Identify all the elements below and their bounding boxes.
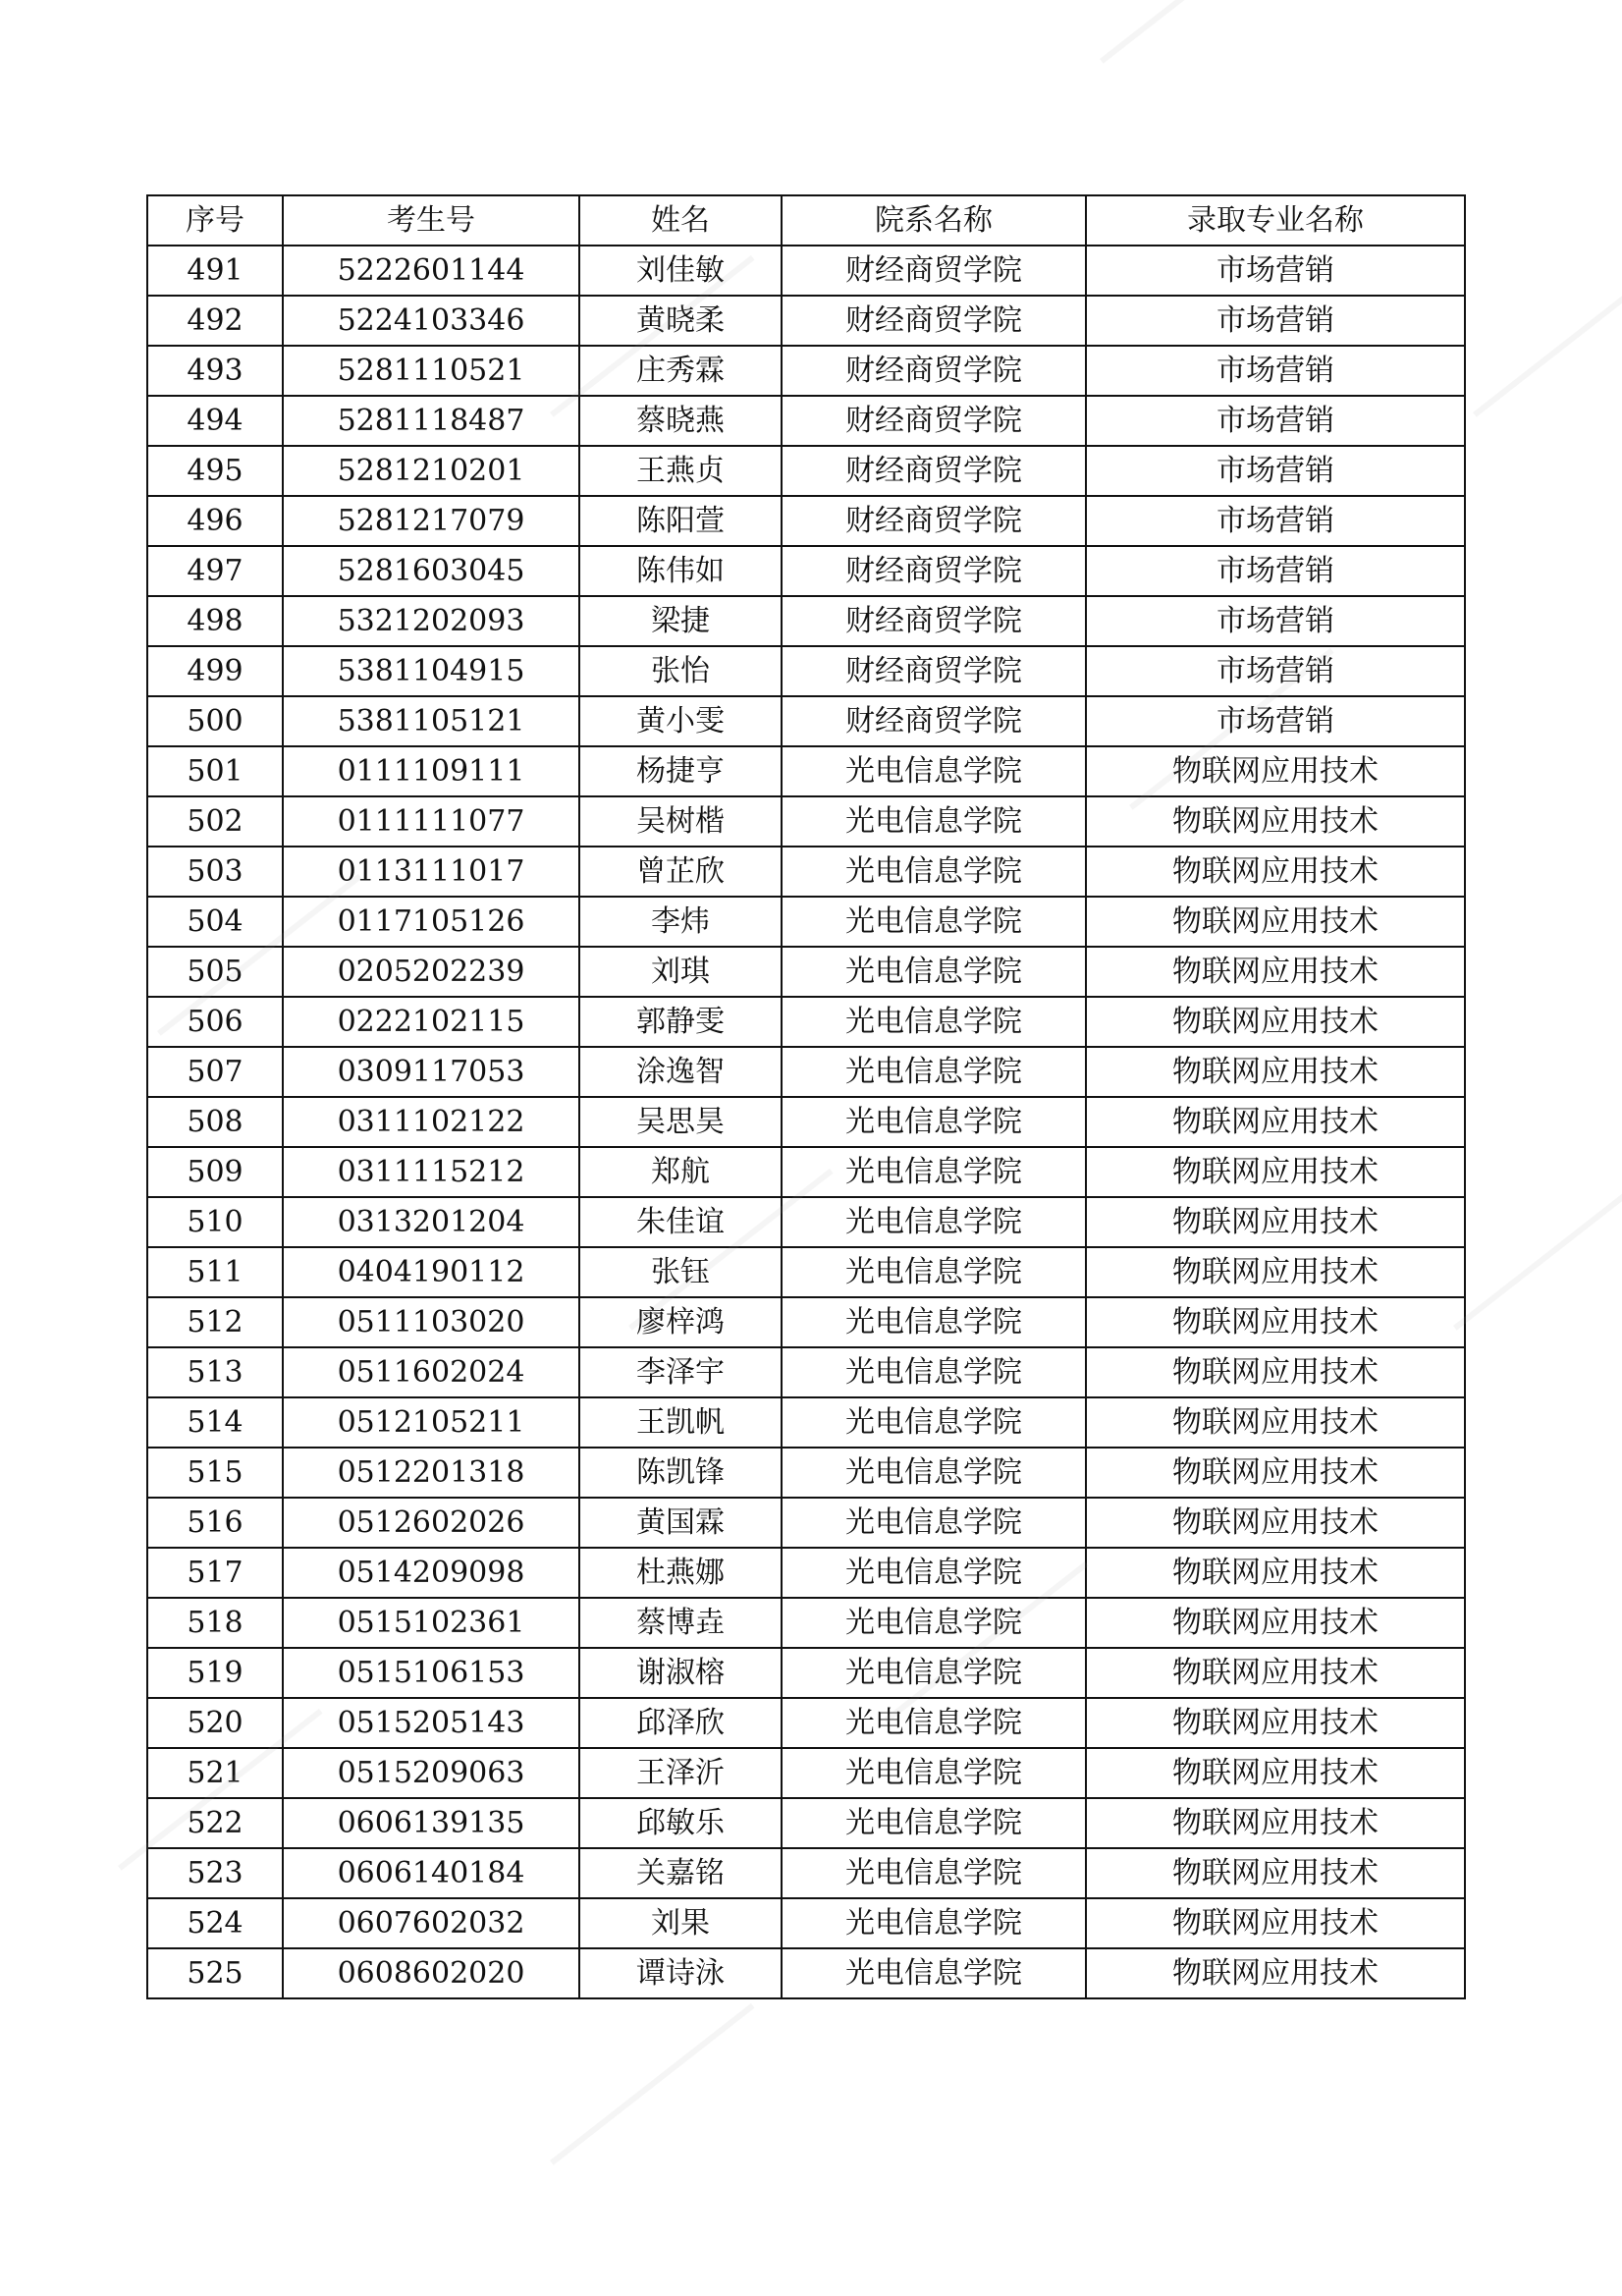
cell-candidate-id: 5381104915 xyxy=(283,646,579,696)
table-row xyxy=(147,1648,1465,1698)
table-row xyxy=(147,696,1465,746)
cell-candidate-id: 0512105211 xyxy=(283,1397,579,1448)
cell-major: 市场营销 xyxy=(1086,646,1465,696)
cell-department: 财经商贸学院 xyxy=(782,346,1086,396)
table-row xyxy=(147,947,1465,997)
table-row xyxy=(147,1347,1465,1397)
table-row xyxy=(147,646,1465,696)
cell-major: 物联网应用技术 xyxy=(1086,1748,1465,1798)
cell-name: 涂逸智 xyxy=(579,1047,782,1097)
cell-serial-number: 503 xyxy=(147,847,283,897)
cell-major: 市场营销 xyxy=(1086,346,1465,396)
header-serial-number: 序号 xyxy=(147,195,283,246)
cell-name: 李炜 xyxy=(579,897,782,947)
admission-table xyxy=(146,194,1466,1999)
header-major: 录取专业名称 xyxy=(1086,195,1465,246)
table-row xyxy=(147,1397,1465,1448)
cell-major: 物联网应用技术 xyxy=(1086,1448,1465,1498)
cell-department: 财经商贸学院 xyxy=(782,446,1086,496)
cell-major: 物联网应用技术 xyxy=(1086,1047,1465,1097)
cell-serial-number: 519 xyxy=(147,1648,283,1698)
cell-serial-number: 504 xyxy=(147,897,283,947)
header-candidate-id: 考生号 xyxy=(283,195,579,246)
cell-major: 市场营销 xyxy=(1086,396,1465,446)
table-row xyxy=(147,1047,1465,1097)
cell-serial-number: 523 xyxy=(147,1848,283,1898)
cell-serial-number: 522 xyxy=(147,1798,283,1848)
cell-department: 财经商贸学院 xyxy=(782,496,1086,546)
cell-department: 光电信息学院 xyxy=(782,1598,1086,1648)
cell-department: 光电信息学院 xyxy=(782,997,1086,1047)
cell-major: 物联网应用技术 xyxy=(1086,1097,1465,1147)
cell-name: 杨捷亨 xyxy=(579,746,782,796)
cell-candidate-id: 0309117053 xyxy=(283,1047,579,1097)
cell-name: 关嘉铭 xyxy=(579,1848,782,1898)
cell-candidate-id: 0311115212 xyxy=(283,1147,579,1197)
cell-major: 物联网应用技术 xyxy=(1086,1247,1465,1297)
table-row xyxy=(147,1548,1465,1598)
cell-serial-number: 521 xyxy=(147,1748,283,1798)
cell-serial-number: 496 xyxy=(147,496,283,546)
cell-serial-number: 513 xyxy=(147,1347,283,1397)
cell-department: 光电信息学院 xyxy=(782,796,1086,847)
cell-candidate-id: 0404190112 xyxy=(283,1247,579,1297)
cell-name: 张钰 xyxy=(579,1247,782,1297)
cell-major: 物联网应用技术 xyxy=(1086,1698,1465,1748)
cell-candidate-id: 0222102115 xyxy=(283,997,579,1047)
cell-name: 郭静雯 xyxy=(579,997,782,1047)
cell-name: 谭诗泳 xyxy=(579,1948,782,1998)
cell-candidate-id: 5281110521 xyxy=(283,346,579,396)
cell-serial-number: 518 xyxy=(147,1598,283,1648)
table-row xyxy=(147,346,1465,396)
cell-candidate-id: 0515106153 xyxy=(283,1648,579,1698)
cell-serial-number: 501 xyxy=(147,746,283,796)
cell-name: 朱佳谊 xyxy=(579,1197,782,1247)
cell-department: 光电信息学院 xyxy=(782,1097,1086,1147)
cell-serial-number: 511 xyxy=(147,1247,283,1297)
cell-department: 光电信息学院 xyxy=(782,947,1086,997)
cell-major: 物联网应用技术 xyxy=(1086,1147,1465,1197)
cell-serial-number: 508 xyxy=(147,1097,283,1147)
cell-serial-number: 506 xyxy=(147,997,283,1047)
table-body xyxy=(147,246,1465,1998)
cell-name: 陈伟如 xyxy=(579,546,782,596)
cell-serial-number: 507 xyxy=(147,1047,283,1097)
cell-department: 财经商贸学院 xyxy=(782,546,1086,596)
watermark-mark xyxy=(1473,255,1622,417)
table-row xyxy=(147,1898,1465,1948)
cell-department: 光电信息学院 xyxy=(782,1548,1086,1598)
cell-candidate-id: 0205202239 xyxy=(283,947,579,997)
cell-department: 光电信息学院 xyxy=(782,847,1086,897)
cell-candidate-id: 0606139135 xyxy=(283,1798,579,1848)
cell-serial-number: 498 xyxy=(147,596,283,646)
cell-serial-number: 502 xyxy=(147,796,283,847)
cell-serial-number: 525 xyxy=(147,1948,283,1998)
cell-serial-number: 495 xyxy=(147,446,283,496)
cell-candidate-id: 5281210201 xyxy=(283,446,579,496)
cell-serial-number: 493 xyxy=(147,346,283,396)
cell-major: 物联网应用技术 xyxy=(1086,997,1465,1047)
cell-candidate-id: 5224103346 xyxy=(283,296,579,346)
cell-department: 财经商贸学院 xyxy=(782,696,1086,746)
cell-candidate-id: 0512201318 xyxy=(283,1448,579,1498)
table-row xyxy=(147,796,1465,847)
cell-serial-number: 510 xyxy=(147,1197,283,1247)
table-row xyxy=(147,1147,1465,1197)
cell-department: 光电信息学院 xyxy=(782,1297,1086,1347)
cell-candidate-id: 0111111077 xyxy=(283,796,579,847)
cell-name: 张怡 xyxy=(579,646,782,696)
cell-serial-number: 494 xyxy=(147,396,283,446)
cell-name: 邱敏乐 xyxy=(579,1798,782,1848)
cell-major: 市场营销 xyxy=(1086,596,1465,646)
cell-name: 蔡博垚 xyxy=(579,1598,782,1648)
cell-department: 光电信息学院 xyxy=(782,1798,1086,1848)
cell-name: 吴树楷 xyxy=(579,796,782,847)
cell-major: 市场营销 xyxy=(1086,696,1465,746)
cell-name: 黄晓柔 xyxy=(579,296,782,346)
cell-major: 市场营销 xyxy=(1086,496,1465,546)
table-row xyxy=(147,546,1465,596)
cell-candidate-id: 5281118487 xyxy=(283,396,579,446)
cell-major: 物联网应用技术 xyxy=(1086,1498,1465,1548)
table-header-row xyxy=(147,195,1465,246)
cell-department: 光电信息学院 xyxy=(782,1698,1086,1748)
table-row xyxy=(147,1798,1465,1848)
table-row xyxy=(147,1598,1465,1648)
table-row xyxy=(147,496,1465,546)
cell-serial-number: 509 xyxy=(147,1147,283,1197)
cell-major: 市场营销 xyxy=(1086,546,1465,596)
cell-name: 蔡晓燕 xyxy=(579,396,782,446)
cell-department: 光电信息学院 xyxy=(782,897,1086,947)
cell-major: 物联网应用技术 xyxy=(1086,1648,1465,1698)
cell-candidate-id: 5281603045 xyxy=(283,546,579,596)
table-row xyxy=(147,396,1465,446)
cell-serial-number: 492 xyxy=(147,296,283,346)
table-row xyxy=(147,1698,1465,1748)
cell-serial-number: 516 xyxy=(147,1498,283,1548)
cell-major: 物联网应用技术 xyxy=(1086,1848,1465,1898)
table-row xyxy=(147,1848,1465,1898)
cell-department: 光电信息学院 xyxy=(782,1448,1086,1498)
cell-name: 李泽宇 xyxy=(579,1347,782,1397)
cell-candidate-id: 0313201204 xyxy=(283,1197,579,1247)
cell-serial-number: 520 xyxy=(147,1698,283,1748)
cell-major: 物联网应用技术 xyxy=(1086,897,1465,947)
cell-name: 郑航 xyxy=(579,1147,782,1197)
cell-name: 黄国霖 xyxy=(579,1498,782,1548)
cell-major: 物联网应用技术 xyxy=(1086,796,1465,847)
table-row xyxy=(147,1948,1465,1998)
cell-candidate-id: 0608602020 xyxy=(283,1948,579,1998)
cell-major: 物联网应用技术 xyxy=(1086,1898,1465,1948)
cell-department: 财经商贸学院 xyxy=(782,296,1086,346)
cell-department: 光电信息学院 xyxy=(782,1948,1086,1998)
cell-department: 光电信息学院 xyxy=(782,1347,1086,1397)
cell-major: 市场营销 xyxy=(1086,246,1465,296)
cell-candidate-id: 0515205143 xyxy=(283,1698,579,1748)
watermark-mark xyxy=(1453,1169,1622,1331)
cell-name: 吴思昊 xyxy=(579,1097,782,1147)
cell-candidate-id: 0515209063 xyxy=(283,1748,579,1798)
cell-serial-number: 514 xyxy=(147,1397,283,1448)
cell-name: 黄小雯 xyxy=(579,696,782,746)
cell-serial-number: 517 xyxy=(147,1548,283,1598)
cell-candidate-id: 0606140184 xyxy=(283,1848,579,1898)
cell-major: 物联网应用技术 xyxy=(1086,1948,1465,1998)
cell-serial-number: 512 xyxy=(147,1297,283,1347)
cell-major: 物联网应用技术 xyxy=(1086,1347,1465,1397)
cell-major: 物联网应用技术 xyxy=(1086,1297,1465,1347)
cell-department: 光电信息学院 xyxy=(782,1748,1086,1798)
cell-name: 刘果 xyxy=(579,1898,782,1948)
cell-candidate-id: 0511602024 xyxy=(283,1347,579,1397)
table-row xyxy=(147,1197,1465,1247)
cell-serial-number: 491 xyxy=(147,246,283,296)
cell-candidate-id: 0512602026 xyxy=(283,1498,579,1548)
header-name: 姓名 xyxy=(579,195,782,246)
cell-name: 王泽沂 xyxy=(579,1748,782,1798)
cell-department: 财经商贸学院 xyxy=(782,646,1086,696)
cell-serial-number: 497 xyxy=(147,546,283,596)
watermark-mark xyxy=(550,2003,755,2165)
cell-name: 王燕贞 xyxy=(579,446,782,496)
cell-department: 光电信息学院 xyxy=(782,1047,1086,1097)
cell-department: 光电信息学院 xyxy=(782,1147,1086,1197)
table-row xyxy=(147,1448,1465,1498)
cell-major: 市场营销 xyxy=(1086,296,1465,346)
cell-department: 光电信息学院 xyxy=(782,746,1086,796)
cell-major: 物联网应用技术 xyxy=(1086,947,1465,997)
cell-candidate-id: 0514209098 xyxy=(283,1548,579,1598)
cell-department: 财经商贸学院 xyxy=(782,396,1086,446)
cell-name: 邱泽欣 xyxy=(579,1698,782,1748)
cell-serial-number: 515 xyxy=(147,1448,283,1498)
cell-major: 物联网应用技术 xyxy=(1086,1397,1465,1448)
cell-major: 物联网应用技术 xyxy=(1086,1197,1465,1247)
table-row xyxy=(147,847,1465,897)
watermark-mark xyxy=(1100,0,1305,64)
cell-department: 光电信息学院 xyxy=(782,1898,1086,1948)
cell-department: 光电信息学院 xyxy=(782,1397,1086,1448)
table-row xyxy=(147,1748,1465,1798)
cell-department: 光电信息学院 xyxy=(782,1197,1086,1247)
cell-department: 财经商贸学院 xyxy=(782,246,1086,296)
cell-candidate-id: 5381105121 xyxy=(283,696,579,746)
cell-name: 刘佳敏 xyxy=(579,246,782,296)
cell-candidate-id: 0117105126 xyxy=(283,897,579,947)
cell-major: 物联网应用技术 xyxy=(1086,1798,1465,1848)
cell-serial-number: 505 xyxy=(147,947,283,997)
cell-name: 陈凯锋 xyxy=(579,1448,782,1498)
cell-name: 廖梓鸿 xyxy=(579,1297,782,1347)
cell-candidate-id: 0511103020 xyxy=(283,1297,579,1347)
cell-candidate-id: 5321202093 xyxy=(283,596,579,646)
table-row xyxy=(147,746,1465,796)
cell-name: 刘琪 xyxy=(579,947,782,997)
header-department: 院系名称 xyxy=(782,195,1086,246)
cell-candidate-id: 0607602032 xyxy=(283,1898,579,1948)
cell-serial-number: 524 xyxy=(147,1898,283,1948)
cell-candidate-id: 5281217079 xyxy=(283,496,579,546)
cell-major: 物联网应用技术 xyxy=(1086,1548,1465,1598)
cell-candidate-id: 5222601144 xyxy=(283,246,579,296)
table-row xyxy=(147,1097,1465,1147)
table-row xyxy=(147,446,1465,496)
table-row xyxy=(147,296,1465,346)
cell-major: 市场营销 xyxy=(1086,446,1465,496)
cell-major: 物联网应用技术 xyxy=(1086,847,1465,897)
cell-department: 光电信息学院 xyxy=(782,1648,1086,1698)
cell-candidate-id: 0311102122 xyxy=(283,1097,579,1147)
cell-candidate-id: 0111109111 xyxy=(283,746,579,796)
cell-department: 光电信息学院 xyxy=(782,1848,1086,1898)
cell-department: 财经商贸学院 xyxy=(782,596,1086,646)
table-row xyxy=(147,1498,1465,1548)
table-row xyxy=(147,1297,1465,1347)
cell-name: 王凯帆 xyxy=(579,1397,782,1448)
cell-name: 谢淑榕 xyxy=(579,1648,782,1698)
table-row xyxy=(147,596,1465,646)
cell-serial-number: 500 xyxy=(147,696,283,746)
cell-major: 物联网应用技术 xyxy=(1086,746,1465,796)
cell-name: 曾芷欣 xyxy=(579,847,782,897)
table-row xyxy=(147,997,1465,1047)
cell-major: 物联网应用技术 xyxy=(1086,1598,1465,1648)
table-row xyxy=(147,897,1465,947)
cell-name: 杜燕娜 xyxy=(579,1548,782,1598)
cell-candidate-id: 0113111017 xyxy=(283,847,579,897)
cell-name: 陈阳萱 xyxy=(579,496,782,546)
cell-candidate-id: 0515102361 xyxy=(283,1598,579,1648)
cell-name: 梁捷 xyxy=(579,596,782,646)
cell-department: 光电信息学院 xyxy=(782,1247,1086,1297)
cell-name: 庄秀霖 xyxy=(579,346,782,396)
table-row xyxy=(147,246,1465,296)
cell-department: 光电信息学院 xyxy=(782,1498,1086,1548)
cell-serial-number: 499 xyxy=(147,646,283,696)
table-row xyxy=(147,1247,1465,1297)
